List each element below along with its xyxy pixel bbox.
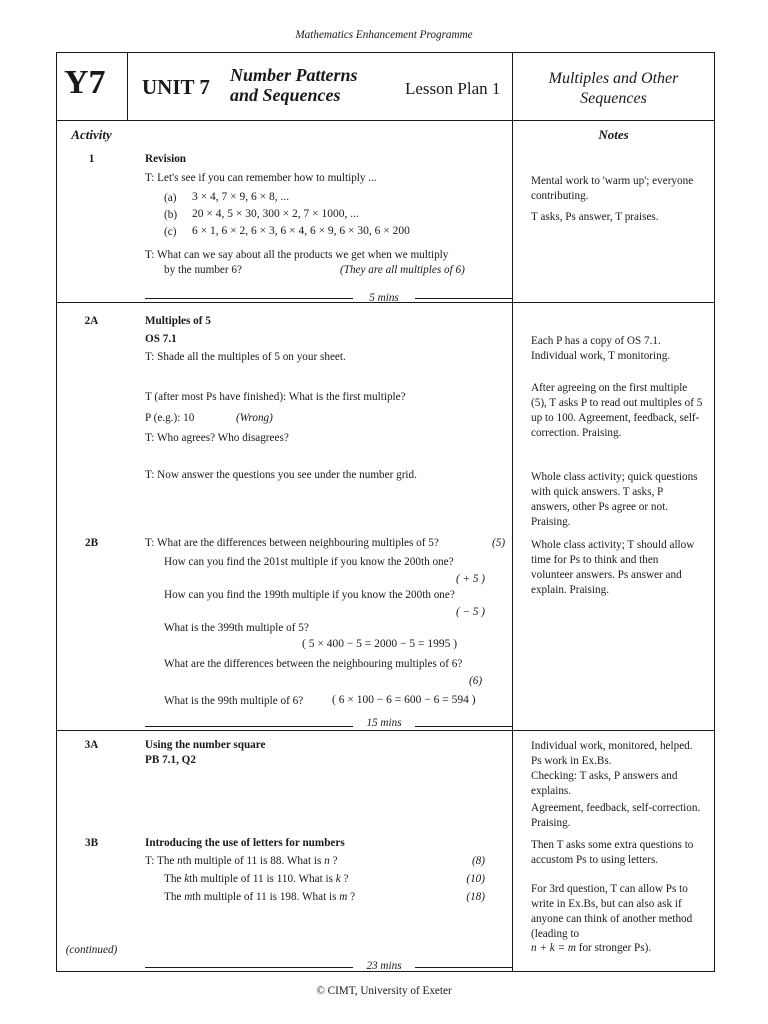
activity-title: Using the number square xyxy=(145,739,266,751)
teacher-question: T: What can we say about all the products we get when we multiply xyxy=(145,249,449,261)
timing-label: 15 mins xyxy=(366,717,402,729)
timing-rule xyxy=(145,967,353,968)
teacher-question: What is the 99th multiple of 6? xyxy=(164,695,304,707)
teaching-note: Mental work to 'warm up'; everyone contributing. xyxy=(531,175,694,202)
expected-answer: ( − 5 ) xyxy=(456,606,485,618)
resource-reference: OS 7.1 xyxy=(145,333,177,345)
teaching-note: After agreeing on the first multiple (5), T asks P to read out multiples of 5 up to 100. Agreement, feedback, self-correction. Praising. xyxy=(531,382,703,439)
continued-label: (continued) xyxy=(65,944,118,956)
unit-title-line2: and Sequences xyxy=(230,85,341,105)
teaching-note: Whole class activity; T should allow time for Ps to think and then volunteer answers. Ps answer and explain. Praising. xyxy=(531,539,695,596)
year-label: Y7 xyxy=(64,64,106,101)
teacher-question: How can you find the 199th multiple if you know the 200th one? xyxy=(164,589,455,601)
item-label: (c) xyxy=(164,226,177,238)
timing-rule xyxy=(145,726,353,727)
notes-column-heading: Notes xyxy=(598,127,629,142)
teacher-prompt: T: Let's see if you can remember how to multiply ... xyxy=(145,172,377,184)
programme-title: Mathematics Enhancement Programme xyxy=(295,29,473,41)
response-comment: (Wrong) xyxy=(236,412,273,424)
activity-title: Multiples of 5 xyxy=(145,315,211,327)
timing-rule xyxy=(415,298,512,299)
activity-number: 3B xyxy=(84,837,99,849)
teacher-question: The kth multiple of 11 is 110. What is k ? xyxy=(164,873,349,885)
teacher-prompt: T: Who agrees? Who disagrees? xyxy=(145,432,289,444)
timing-rule xyxy=(415,967,512,968)
timing-rule xyxy=(145,298,353,299)
multiplication-list: 20 × 4, 5 × 30, 300 × 2, 7 × 1000, ... xyxy=(192,208,359,220)
teaching-note: Then T asks some extra questions to accustom Ps to using letters. xyxy=(531,839,694,866)
expected-answer: (6) xyxy=(469,675,483,687)
teacher-question: T: The nth multiple of 11 is 88. What is n ? xyxy=(145,855,338,867)
expected-answer: (18) xyxy=(466,891,485,903)
teacher-question: How can you find the 201st multiple if you know the 200th one? xyxy=(164,556,454,568)
teaching-note: Checking: T asks, P answers and explains. xyxy=(531,770,678,797)
activity-column-heading: Activity xyxy=(71,127,112,142)
teacher-question: What are the differences between the neighbouring multiples of 6? xyxy=(164,658,463,670)
item-label: (a) xyxy=(164,192,177,204)
activity-number: 2A xyxy=(84,315,99,327)
teaching-note: Agreement, feedback, self-correction. Praising. xyxy=(531,802,701,829)
expected-answer: (10) xyxy=(466,873,485,885)
expected-answer: ( 6 × 100 − 6 = 600 − 6 = 594 ) xyxy=(332,694,476,706)
teacher-question: by the number 6? xyxy=(164,264,242,276)
teaching-note: n + k = m for stronger Ps). xyxy=(531,942,652,954)
teaching-note: Individual work, monitored, helped. Ps work in Ex.Bs. xyxy=(531,740,693,767)
expected-answer: (They are all multiples of 6) xyxy=(340,264,465,276)
teacher-prompt: T: Shade all the multiples of 5 on your sheet. xyxy=(145,351,346,363)
unit-title-line1: Number Patterns xyxy=(230,65,358,85)
lesson-plan-label: Lesson Plan 1 xyxy=(405,79,501,98)
expected-answer: (5) xyxy=(492,537,506,549)
teacher-prompt: T: Now answer the questions you see under the number grid. xyxy=(145,469,417,481)
topic-line2: Sequences xyxy=(580,90,647,107)
activity-number: 3A xyxy=(84,739,99,751)
resource-reference: PB 7.1, Q2 xyxy=(145,754,196,766)
copyright-footer: © CIMT, University of Exeter xyxy=(316,985,452,997)
activity-title: Revision xyxy=(145,153,187,165)
item-label: (b) xyxy=(164,209,178,221)
timing-label: 5 mins xyxy=(369,292,399,304)
teaching-note: Each P has a copy of OS 7.1. Individual work, T monitoring. xyxy=(531,335,671,362)
teacher-prompt: T (after most Ps have finished): What is the first multiple? xyxy=(145,391,406,403)
teacher-question: What is the 399th multiple of 5? xyxy=(164,622,309,634)
teaching-note: For 3rd question, T can allow Ps to write in Ex.Bs, but can also ask if anyone can think of another method (leading to xyxy=(531,883,693,940)
activity-number: 1 xyxy=(88,153,95,165)
timing-rule xyxy=(415,726,512,727)
expected-answer: (8) xyxy=(471,855,485,867)
activity-number: 2B xyxy=(84,537,99,549)
expected-answer: ( + 5 ) xyxy=(456,573,485,585)
unit-label: UNIT 7 xyxy=(142,75,210,99)
multiplication-list: 3 × 4, 7 × 9, 6 × 8, ... xyxy=(192,191,290,203)
topic-line1: Multiples and Other xyxy=(548,70,679,87)
pupil-response: P (e.g.): 10 xyxy=(145,412,195,424)
teacher-question: The mth multiple of 11 is 198. What is m ? xyxy=(164,891,356,903)
timing-label: 23 mins xyxy=(366,960,402,972)
expected-answer: ( 5 × 400 − 5 = 2000 − 5 = 1995 ) xyxy=(302,638,458,650)
teaching-note: Whole class activity; quick questions with quick answers. T asks, P answers, other Ps agree or not. Praising. xyxy=(531,471,698,528)
activity-title: Introducing the use of letters for numbers xyxy=(145,837,345,849)
multiplication-list: 6 × 1, 6 × 2, 6 × 3, 6 × 4, 6 × 9, 6 × 30, 6 × 200 xyxy=(192,225,410,237)
teaching-note: T asks, Ps answer, T praises. xyxy=(531,211,659,223)
teacher-question: T: What are the differences between neighbouring multiples of 5? xyxy=(145,537,439,549)
